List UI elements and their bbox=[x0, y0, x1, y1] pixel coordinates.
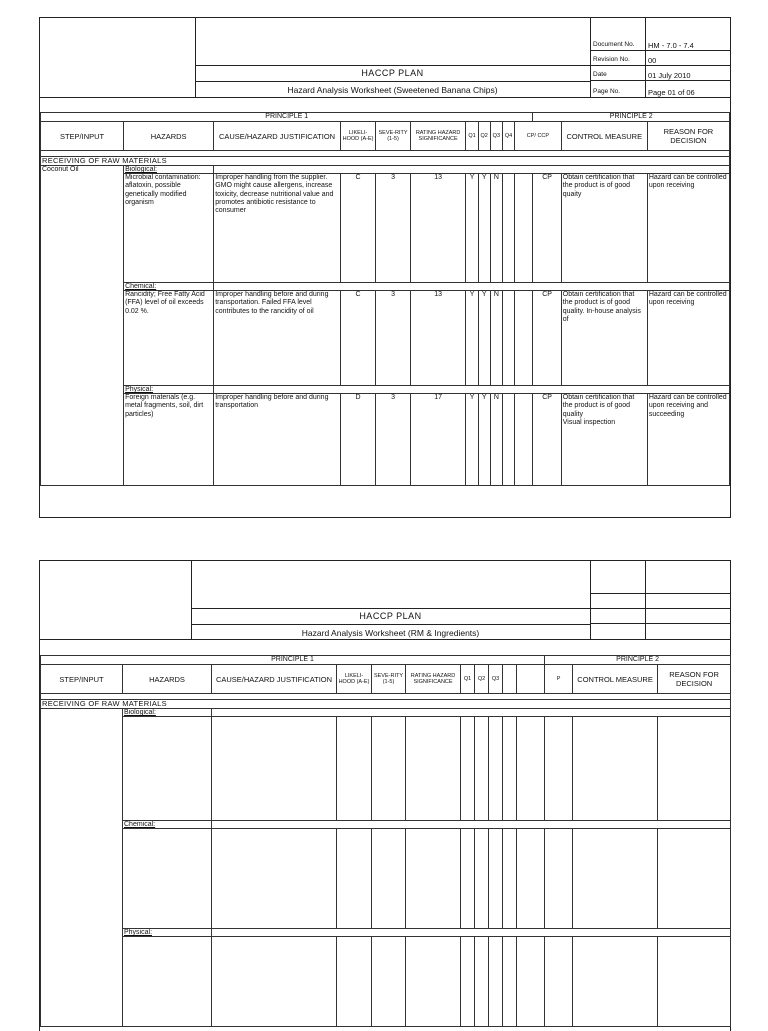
severity-cell: 3 bbox=[376, 174, 410, 283]
section-row bbox=[41, 700, 731, 709]
col-step: STEP/INPUT bbox=[41, 665, 123, 694]
severity-cell: 3 bbox=[376, 291, 410, 386]
step-cell bbox=[41, 709, 123, 1027]
reason-cell: Hazard can be controlled upon receiving bbox=[647, 174, 729, 283]
col-blank bbox=[517, 665, 545, 694]
column-header-row bbox=[41, 122, 730, 151]
worksheet-title: Hazard Analysis Worksheet (Sweetened Banana Chips) bbox=[195, 81, 590, 98]
col-likelihood: LIKELI-HOOD (A-E) bbox=[340, 122, 375, 151]
q2-cell: Y bbox=[478, 394, 490, 486]
col-likelihood: LIKELI-HOOD (A-E) bbox=[337, 665, 372, 694]
severity-cell: 3 bbox=[376, 394, 410, 486]
worksheet-title: Hazard Analysis Worksheet (RM & Ingredients) bbox=[191, 624, 590, 640]
q1-cell: Y bbox=[466, 394, 478, 486]
control-cell: Obtain certification that the product is of good quality. In-house analysis of bbox=[561, 291, 647, 386]
table-row bbox=[41, 394, 730, 486]
col-control: CONTROL MEASURE bbox=[561, 122, 647, 151]
principle-row bbox=[41, 656, 731, 665]
category-row bbox=[41, 283, 730, 291]
col-rating: RATING HAZARD SIGNIFICANCE bbox=[406, 665, 461, 694]
blank-cell bbox=[515, 174, 533, 283]
col-step: STEP/INPUT bbox=[41, 122, 124, 151]
col-control: CONTROL MEASURE bbox=[573, 665, 658, 694]
likelihood-cell: C bbox=[340, 291, 375, 386]
hazard-cell: Microbial contamination: aflatoxin, possible genetically modified organism bbox=[124, 174, 214, 283]
sheet-header bbox=[40, 561, 730, 640]
cause-cell: Improper handling before and during transportation. Failed FFA level contributes to the rancidity of oil bbox=[214, 291, 341, 386]
plan-title: HACCP PLAN bbox=[191, 608, 590, 624]
q4-cell bbox=[502, 174, 514, 283]
category-row bbox=[41, 166, 730, 174]
likelihood-cell: C bbox=[340, 174, 375, 283]
principle-1: PRINCIPLE 1 bbox=[41, 656, 545, 665]
table-row bbox=[41, 291, 730, 386]
category-label: Physical: bbox=[124, 386, 214, 394]
q4-cell bbox=[502, 291, 514, 386]
col-q2: Q2 bbox=[475, 665, 489, 694]
document-meta-blank bbox=[590, 561, 731, 639]
category-row bbox=[41, 709, 731, 717]
category-row bbox=[41, 386, 730, 394]
principle-2: PRINCIPLE 2 bbox=[533, 113, 730, 122]
category-row bbox=[41, 929, 731, 937]
hazard-table bbox=[40, 655, 731, 1027]
worksheet-sheet-2 bbox=[39, 560, 731, 1031]
col-hazards: HAZARDS bbox=[123, 665, 212, 694]
reason-cell: Hazard can be controlled upon receiving and succeeding bbox=[647, 394, 729, 486]
table-row bbox=[41, 717, 731, 821]
section-row bbox=[41, 157, 730, 166]
category-label: Chemical: bbox=[123, 821, 212, 829]
q2-cell: Y bbox=[478, 174, 490, 283]
logo-box bbox=[40, 18, 196, 97]
section-title: RECEIVING OF RAW MATERIALS bbox=[41, 157, 730, 166]
control-cell: Obtain certification that the product is of good quaity bbox=[561, 174, 647, 283]
step-cell: Coconut Oil bbox=[41, 166, 124, 486]
q4-cell bbox=[502, 394, 514, 486]
col-q1: Q1 bbox=[461, 665, 475, 694]
q2-cell: Y bbox=[478, 291, 490, 386]
rating-cell: 13 bbox=[410, 291, 466, 386]
col-q3: Q3 bbox=[489, 665, 503, 694]
worksheet-sheet-1 bbox=[39, 17, 731, 518]
rating-cell: 13 bbox=[410, 174, 466, 283]
col-q3: Q3 bbox=[490, 122, 502, 151]
col-q4: Q4 bbox=[502, 122, 514, 151]
hazard-cell: Foreign materials (e.g. metal fragments, soil, dirt particles) bbox=[124, 394, 214, 486]
meta-document-no: Document No. HM - 7.0 - 7.4 bbox=[591, 18, 731, 51]
category-label: Physical: bbox=[123, 929, 212, 937]
col-q4-blank bbox=[503, 665, 517, 694]
meta-date: Date 01 July 2010 bbox=[591, 66, 731, 81]
col-q2: Q2 bbox=[478, 122, 490, 151]
col-q1: Q1 bbox=[466, 122, 478, 151]
table-row bbox=[41, 829, 731, 929]
col-reason: REASON FOR DECISION bbox=[647, 122, 729, 151]
cause-cell: Improper handling before and during transportation bbox=[214, 394, 341, 486]
q3-cell: N bbox=[490, 394, 502, 486]
table-row bbox=[41, 937, 731, 1027]
meta-revision-no: Revision No. 00 bbox=[591, 51, 731, 66]
cp-cell: CP bbox=[533, 394, 561, 486]
q3-cell: N bbox=[490, 291, 502, 386]
principle-row bbox=[41, 113, 730, 122]
category-label: Chemical: bbox=[124, 283, 214, 291]
hazard-cell: Rancidity; Free Fatty Acid (FFA) level of oil exceeds 0.02 %. bbox=[124, 291, 214, 386]
meta-page-no: Page No. Page 01 of 06 bbox=[591, 81, 731, 97]
document-meta bbox=[590, 18, 731, 97]
col-cp: P bbox=[545, 665, 573, 694]
col-cp: CP/ CCP bbox=[515, 122, 562, 151]
table-row bbox=[41, 174, 730, 283]
col-severity: SEVE-RITY (1-5) bbox=[376, 122, 410, 151]
column-header-row bbox=[41, 665, 731, 694]
category-label: Biological: bbox=[123, 709, 212, 717]
category-row bbox=[41, 821, 731, 829]
plan-title: HACCP PLAN bbox=[195, 65, 590, 81]
logo-box bbox=[40, 561, 192, 639]
blank-cell bbox=[515, 394, 533, 486]
col-hazards: HAZARDS bbox=[124, 122, 214, 151]
sheet-header bbox=[40, 18, 730, 98]
cp-cell: CP bbox=[533, 174, 561, 283]
cause-cell: Improper handling from the supplier. GMO might cause allergens, increase toxicity, decrease nutritional value and promotes antibiotic resistance to consumer bbox=[214, 174, 341, 283]
col-cause: CAUSE/HAZARD JUSTIFICATION bbox=[212, 665, 337, 694]
hazard-table bbox=[40, 112, 730, 486]
q1-cell: Y bbox=[466, 291, 478, 386]
category-label: Biological: bbox=[124, 166, 214, 174]
col-cause: CAUSE/HAZARD JUSTIFICATION bbox=[214, 122, 341, 151]
likelihood-cell: D bbox=[340, 394, 375, 486]
reason-cell: Hazard can be controlled upon receiving bbox=[647, 291, 729, 386]
cp-cell: CP bbox=[533, 291, 561, 386]
principle-2: PRINCIPLE 2 bbox=[545, 656, 731, 665]
q3-cell: N bbox=[490, 174, 502, 283]
col-rating: RATING HAZARD SIGNIFICANCE bbox=[410, 122, 466, 151]
principle-1: PRINCIPLE 1 bbox=[41, 113, 533, 122]
control-cell: Obtain certification that the product is of good quality Visual inspection bbox=[561, 394, 647, 486]
col-severity: SEVE-RITY (1-5) bbox=[372, 665, 406, 694]
col-reason: REASON FOR DECISION bbox=[658, 665, 731, 694]
blank-cell bbox=[515, 291, 533, 386]
q1-cell: Y bbox=[466, 174, 478, 283]
section-title: RECEIVING OF RAW MATERIALS bbox=[41, 700, 731, 709]
rating-cell: 17 bbox=[410, 394, 466, 486]
